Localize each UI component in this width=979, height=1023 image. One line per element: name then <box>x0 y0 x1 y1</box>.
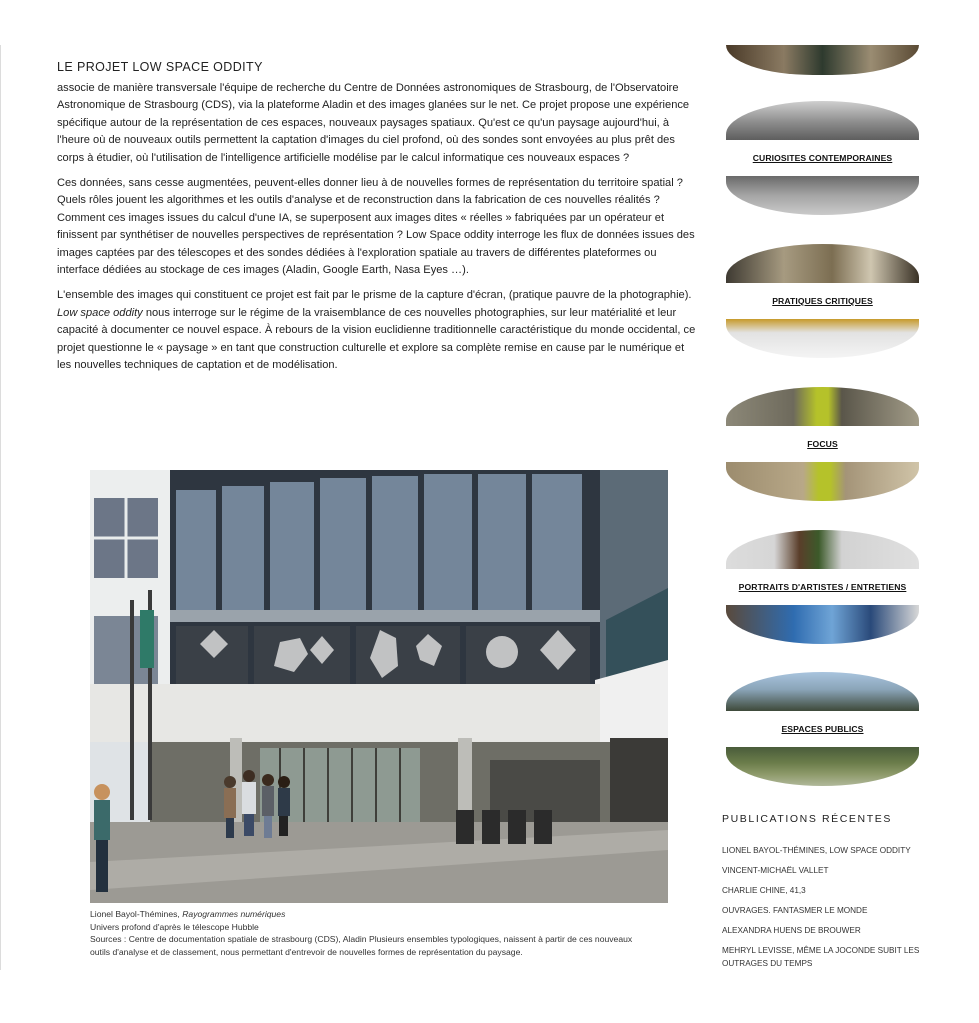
category-curiosites-thumb-top[interactable] <box>726 101 919 140</box>
category-focus-label[interactable]: FOCUS <box>807 439 838 449</box>
recent-publication-link[interactable]: VINCENT-MICHAËL VALLET <box>722 866 829 875</box>
sidebar-category-espaces[interactable] <box>726 672 919 786</box>
article-paragraph-1: associe de manière transversale l'équipe de recherche du Centre de Données astronomiques de Strasbourg, de l'Observatoire Astronomique de Strasbourg (CDS), via la plateforme Aladin et des images glanées sur le net. Ce projet propose une expérience spécifique autour de la représentation de ces espaces, nouveaux paysages spatiaux. Qu'est ce qu'un paysage aujourd'hui, à l'heure où de nouveaux outils permettent la captation d'images du ciel profond, où des sondes sont envoyées au plus prêt des corps à étudier, où l'utilisation de l'intelligence artificielle modélise par le calcul informatique ces nouveaux espaces ? <box>57 82 690 164</box>
article-body <box>57 60 699 383</box>
recent-publication-link[interactable]: CHARLIE CHINE, 41,3 <box>722 886 806 895</box>
recent-publication-link[interactable]: LIONEL BAYOL-THÉMINES, LOW SPACE ODDITY <box>722 846 911 855</box>
category-portraits-thumb-bottom[interactable] <box>726 605 919 644</box>
article-heading: LE PROJET LOW SPACE ODDITY <box>57 60 263 74</box>
recent-publication-link[interactable]: OUVRAGES. FANTASMER LE MONDE <box>722 906 868 915</box>
recent-publication-link[interactable]: ALEXANDRA HUENS DE BROUWER <box>722 926 861 935</box>
recent-publication-link[interactable]: MEHRYL LEVISSE, MÊME LA JOCONDE SUBIT LES OUTRAGES DU TEMPS <box>722 946 920 968</box>
project-title-italic: Low space oddity <box>57 306 143 319</box>
page-left-rule <box>0 45 1 970</box>
category-partial-thumbnail[interactable] <box>726 45 919 75</box>
article-paragraph-3 <box>57 287 699 374</box>
sidebar-category-partial[interactable] <box>726 45 919 75</box>
recent-publications-list <box>722 844 932 977</box>
caption-work-title: Rayogrammes numériques <box>182 909 286 919</box>
caption-line-3: Sources : Centre de documentation spatiale de strasbourg (CDS), Aladin Plusieurs ensembles typologiques, naissent à partir de ces nouveaux <box>90 934 633 944</box>
category-espaces-thumb-bottom[interactable] <box>726 747 919 786</box>
sidebar-category-curiosites[interactable] <box>726 101 919 215</box>
caption-line-1 <box>90 908 690 921</box>
article-photo-building <box>90 470 668 903</box>
category-pratiques-label[interactable]: PRATIQUES CRITIQUES <box>772 296 873 306</box>
paragraph-3-end: nous interroge sur le régime de la vraisemblance de ces nouvelles photographies, sur leur matérialité et leur capacité à documenter ce nouvel espace. À rebours de la vision euclidienne traditionnelle caractéristique du monde occidental, ce projet questionne le « paysage » en tant que construction culturelle et explore sa complète remise en cause par le numérique et les nouvelles techniques de captation et de modélisation. <box>57 306 696 372</box>
recent-publications-title: PUBLICATIONS RÉCENTES <box>722 813 892 825</box>
sidebar-category-pratiques[interactable] <box>726 244 919 358</box>
category-curiosites-label[interactable]: CURIOSITES CONTEMPORAINES <box>752 153 893 163</box>
category-espaces-thumb-top[interactable] <box>726 672 919 711</box>
category-pratiques-thumb-top[interactable] <box>726 244 919 283</box>
sidebar-category-focus[interactable] <box>726 387 919 501</box>
paragraph-3-start: L'ensemble des images qui constituent ce projet est fait par le prisme de la capture d'écran, (pratique pauvre de la photographie). <box>57 289 692 302</box>
category-focus-thumb-top[interactable] <box>726 387 919 426</box>
sidebar-category-portraits[interactable] <box>726 530 919 644</box>
photo-caption <box>90 908 690 958</box>
caption-line-2: Univers profond d'après le télescope Hubble <box>90 921 259 932</box>
caption-author: Lionel Bayol-Thémines, <box>90 909 183 919</box>
caption-line-4: outils d'analyse et de classement, nous permettant d'entrevoir de nouvelles formes de représentation du paysage. <box>90 946 523 957</box>
article-paragraph-2: Ces données, sans cesse augmentées, peuvent-elles donner lieu à de nouvelles formes de représentation du territoire spatial ? Quels rôles jouent les algorithmes et les outils d'analyse et de reconstruction dans la fabrication de ces nouvelles réalités ? Comment ces images issues du calcul d'une IA, se superposent aux images dites « réelles » fabriquées par un opérateur et finissent par synthétiser de nouvelles perspectives de représentation ? Low Space oddity interroge les flux de données issues des images captées par des télescopes et des sondes dédiées à l'exploration spatiale au travers de différentes plateformes ou interface dédiées au stockage de ces images (Aladin, Google Earth, Nasa Eyes …). <box>57 177 695 277</box>
category-portraits-label[interactable]: PORTRAITS D'ARTISTES / ENTRETIENS <box>738 582 907 592</box>
category-portraits-thumb-top[interactable] <box>726 530 919 569</box>
category-espaces-label[interactable]: ESPACES PUBLICS <box>781 724 864 734</box>
category-pratiques-thumb-bottom[interactable] <box>726 319 919 358</box>
category-focus-thumb-bottom[interactable] <box>726 462 919 501</box>
category-curiosites-thumb-bottom[interactable] <box>726 176 919 215</box>
